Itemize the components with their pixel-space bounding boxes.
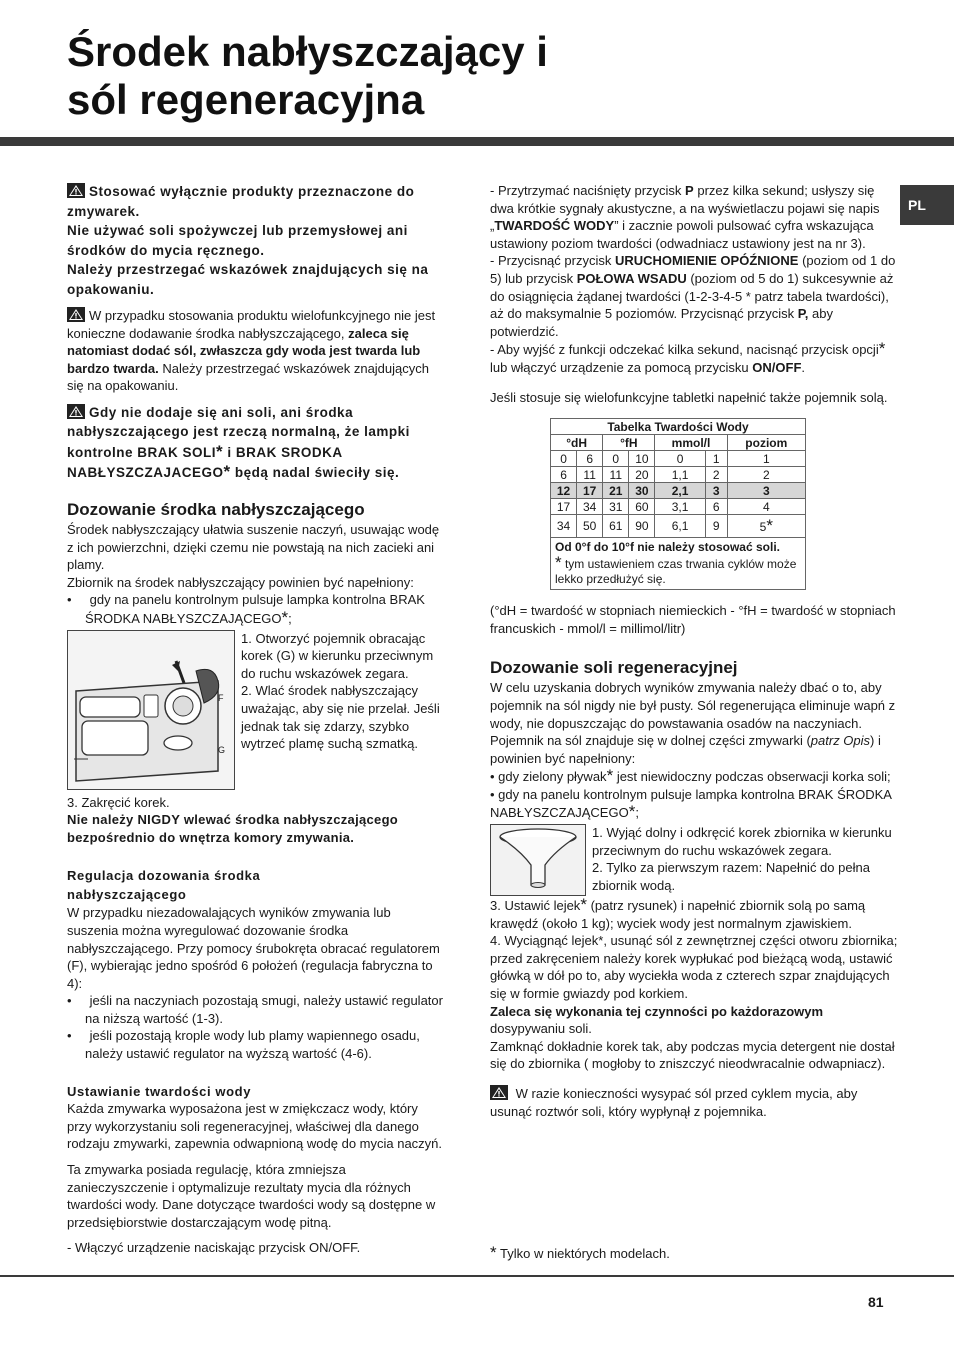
svg-text:F: F — [218, 692, 224, 703]
table-row: 0 6 0 10 0 1 1 — [551, 451, 806, 467]
salt-close: Zamknąć dokładnie korek tak, aby podczas mycia detergent nie dostał się do zbiornika ( mogłoby to zniszczyć nieodwracalnie odwapniacz). — [490, 1038, 895, 1072]
right-column — [490, 182, 900, 1120]
warning-icon — [67, 307, 85, 322]
table-row: 17 34 31 60 3,1 6 4 — [551, 499, 806, 515]
regulation-text: W przypadku niezadowalających wyników zmywania lub suszenia można wyregulować dozowanie środka nabłyszczającego. Przy pomocy śrubokręta obracać regulatorem (F), wybierając jedno spośród 6 położeń (regulacja fabryczna to 4): — [67, 905, 440, 991]
salt-step-1: 1. Wyjąć dolny i odkręcić korek zbiornika w kierunku przeciwnym do ruchu wskazówek zegara. — [592, 825, 892, 858]
units-legend: (°dH = twardość w stopniach niemieckich - °fH = twardość w stopniach francuskich - mmol/l = millimol/litr) — [490, 603, 896, 636]
salt-warning: W razie konieczności wysypać sól przed cyklem mycia, aby usunąć roztwór soli, który wypłynął z pojemnika. — [490, 1086, 858, 1119]
rinse-aid-fill: Zbiornik na środek nabłyszczający powinien być napełniony: — [67, 574, 414, 590]
warning-icon — [490, 1085, 508, 1100]
warning-products: Stosować wyłącznie produkty przeznaczone do zmywarek. Nie używać soli spożywczej lub przemysłowej ani środków do mycia ręcznego. Należy przestrzegać wskazówek znajdujących się na opakowaniu. — [67, 184, 429, 297]
hardness-text-2: Ta zmywarka posiada regulację, która zmniejsza zanieczyszczenie i optymalizuje rezultaty mycia dla różnych twardości wody. Dane dotyczące twardości wody są dostępne w przedsiębiorstwie dostarczającym wodę pitną. — [67, 1162, 436, 1230]
salt-step-4: 4. Wyciągnąć lejek*, usunąć sól z zewnętrznej części otworu zbiornika; przed zakręceniem należy korek wypłukać pod bieżącą wodą, ustawić główką w dół po to, aby wyciekła woda z czterech szpar znajdujących się w formie gwiazdy pod korkiem. — [490, 933, 898, 1002]
table-header: °dH °fH mmol/l poziom — [551, 435, 806, 451]
warning-lamps: Gdy nie dodaje się ani soli, ani środka nabłyszczającego jest rzeczą normalną, że lampki kontrolne BRAK SOLI* i BRAK SRODKA NABŁYSZCZAJACEGO* będą nadal świeciły się. — [67, 404, 410, 482]
language-tab: PL — [900, 185, 954, 225]
salt-step-2: 2. Tylko za pierwszym razem: Napełnić do pełna zbiornik wodą. — [592, 860, 870, 893]
step-open: 1. Otworzyć pojemnik obracając korek (G) w kierunku przeciwnym do ruchu wskazówek zegara. — [241, 630, 434, 681]
heading-regulation: Regulacja dozowania środka nabłyszczającego — [67, 868, 261, 903]
table-note: Od 0°f do 10°f nie należy stosować soli. * tym ustawieniem czas trwania cyklów może lekko przedłużyć się. — [551, 538, 806, 590]
salt-recommendation: Zaleca się wykonania tej czynności po każdorazowym dosypywaniu soli. — [490, 1003, 824, 1037]
step-pour: 2. Wlać środek nabłyszczający uważając, aby się nie przelał. Jeśli jednak tak się zdarzy, szybko wytrzeć plamę suchą szmatką. — [241, 683, 440, 752]
hardness-text-3: - Włączyć urządzenie naciskając przycisk ON/OFF. — [67, 1240, 361, 1256]
top-rule — [0, 137, 954, 146]
list-item: • gdy na panelu kontrolnym pulsuje lampka kontrolna BRAK ŚRODKA NABŁYSZCZAJĄCEGO*; — [490, 786, 892, 822]
heading-hardness: Ustawianie twardości wody — [67, 1083, 252, 1099]
salt-intro: W celu uzyskania dobrych wyników zmywania należy dbać o to, aby pojemnik na sól nigdy nie był pusty. Sól regenerująca eliminuje wapń z wody, nie dopuszczając do powstawania osadów na naczyniach. — [490, 680, 896, 731]
warning-multifunction: W przypadku stosowania produktu wielofunkcyjnego nie jest konieczne dodawanie środka nabłyszczającego, zaleca się natomiast dodać sól, zwłaszcza gdy woda jest twarda lub bardzo twarda. Należy przestrzegać wskazówek znajdujących się na opakowaniu. — [67, 308, 436, 394]
list-item: • jeśli pozostają krople wody lub plamy wapiennego osadu, należy ustawić regulator na wyższą wartość (4-6). — [67, 1028, 420, 1062]
table-row: 6 11 11 20 1,1 2 2 — [551, 467, 806, 483]
bottom-rule — [0, 1275, 954, 1277]
hardness-text-1: Każda zmywarka wyposażona jest w zmiękczacz wody, który przy wykorzystaniu soli regeneracyjnej, właściwej dla danego rodzaju zmywarki, zapewnia odwapnioną wodę do mycia naczyń. — [67, 1101, 443, 1152]
funnel-figure — [490, 824, 586, 896]
rinse-aid-intro: Środek nabłyszczający ułatwia suszenie naczyń, usuwając wodę z ich powierzchni, dzięki czemu nie powstają na nich zacieki ani plamy. — [67, 521, 440, 573]
left-column — [67, 182, 445, 1257]
table-row: 34 50 61 90 6,1 9 5* — [551, 515, 806, 538]
list-item: • jeśli na naczyniach pozostają smugi, należy ustawić regulator na niższą wartość (1-3). — [67, 993, 443, 1026]
salt-step-3: 3. Ustawić lejek* (patrz rysunek) i napełnić zbiornik solą po samą krawędź (około 1 kg); wyciek wody jest normalnym zjawiskiem. — [490, 895, 866, 931]
step-close: 3. Zakręcić korek. — [67, 794, 170, 810]
heading-salt: Dozowanie soli regeneracyjnej — [490, 658, 738, 678]
warning-icon — [67, 183, 85, 198]
instruction-hold-p: - Przytrzymać naciśnięty przycisk P przez kilka sekund; usłyszy się dwa krótkie sygnały akustyczne, a na wyświetlaczu pojawi się napis „TWARDOŚĆ WODY” i zacznie powoli pulsować cyfra wskazująca ustawiony poziom twardości (odwadniacz ustawiony jest na nr 3). — [490, 183, 880, 251]
list-item: • gdy zielony pływak* jest niewidoczny podczas obserwacji korka soli; — [490, 766, 891, 786]
instruction-select-level: - Przycisnąć przycisk URUCHOMIENIE OPÓŹNIONE (poziom od 1 do 5) lub przycisk POŁOWA WSADU (poziom od 5 do 1) sukcesywnie aż do osiągnięcia żądanej twardości (1-2-3-4-5 * patrz tabela twardości), aż do maksymalnie 5 poziomów. Przycisnąć przycisk P, aby potwierdzić. — [490, 253, 896, 339]
table-title: Tabelka Twardości Wody — [551, 419, 806, 435]
heading-rinse-aid: Dozowanie środka nabłyszczającego — [67, 499, 365, 519]
dispenser-figure — [67, 630, 235, 790]
page-title: Środek nabłyszczający i sól regeneracyjna — [67, 28, 548, 123]
tablets-note: Jeśli stosuje się wielofunkcyjne tabletki napełnić także pojemnik solą. — [490, 389, 888, 405]
never-warning: Nie należy NIGDY wlewać środka nabłyszczającego bezpośrednio do wnętrza komory zmywania. — [67, 812, 399, 845]
page-number: 81 — [868, 1294, 884, 1310]
footnote: * Tylko w niektórych modelach. — [490, 1243, 670, 1262]
salt-location: Pojemnik na sól znajduje się w dolnej części zmywarki (patrz Opis) i powinien być napełniony: — [490, 733, 881, 766]
list-item: • gdy na panelu kontrolnym pulsuje lampka kontrolna BRAK ŚRODKA NABŁYSZCZAJĄCEGO*; — [67, 592, 425, 627]
hardness-table — [550, 418, 806, 590]
table-row: 12 17 21 30 2,1 3 3 — [551, 483, 806, 499]
svg-text:G: G — [218, 744, 226, 755]
warning-icon — [67, 404, 85, 419]
instruction-exit: - Aby wyjść z funkcji odczekać kilka sekund, nacisnąć przycisk opcji* lub włączyć urządzenie za pomocą przycisku ON/OFF. — [490, 339, 886, 375]
